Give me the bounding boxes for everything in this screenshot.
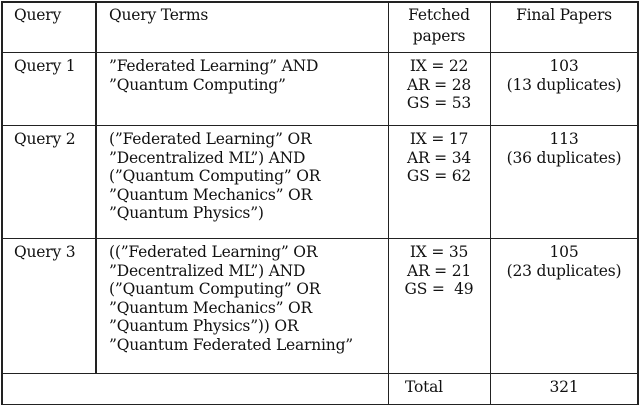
row-3-fetched	[389, 243, 489, 299]
fetched-gs: GS = 49	[404, 280, 474, 298]
fetched-gs: GS = 53	[406, 94, 472, 112]
header-query-terms: Query Terms	[109, 6, 209, 24]
row-1-final	[491, 57, 637, 94]
row-2-terms	[109, 130, 320, 223]
term-line: (”Quantum Computing” OR	[109, 280, 321, 298]
fetched-ix: IX = 22	[409, 57, 469, 75]
header-divider	[1, 52, 638, 54]
fetched-ar: AR = 34	[406, 148, 472, 167]
term-line: ”Federated Learning” AND	[109, 57, 319, 75]
row-2-final	[491, 130, 637, 167]
total-value: 321	[549, 378, 579, 396]
final-duplicates: (36 duplicates)	[506, 148, 622, 167]
term-line: ”Quantum Federated Learning”	[109, 335, 354, 354]
term-line: ”Decentralized ML”) AND	[109, 261, 306, 280]
row-1-terms	[109, 57, 318, 94]
col-divider	[95, 1, 97, 374]
term-line: ”Quantum Mechanics” OR	[109, 185, 313, 204]
final-count: 105	[549, 243, 579, 261]
row-1-fetched	[389, 57, 489, 113]
row-3-terms	[109, 243, 353, 354]
table-border-left	[1, 1, 3, 405]
term-line: ”Quantum Computing”	[109, 75, 286, 94]
term-line: ”Quantum Physics”)) OR	[109, 317, 299, 335]
fetched-ar: AR = 28	[406, 75, 472, 94]
header-fetched-line1: Fetched	[408, 6, 470, 24]
row-3-final	[491, 243, 637, 280]
fetched-gs: GS = 62	[406, 167, 472, 185]
row-divider	[1, 125, 638, 127]
fetched-ar: AR = 21	[406, 261, 472, 280]
final-duplicates: (13 duplicates)	[506, 75, 622, 94]
total-label: Total	[405, 378, 443, 396]
row-divider	[1, 373, 638, 375]
final-count: 113	[549, 130, 579, 148]
term-line: (”Quantum Computing” OR	[109, 167, 321, 185]
header-final-papers: Final Papers	[516, 6, 612, 24]
header-fetched-papers	[389, 6, 489, 45]
table-border-bottom	[1, 404, 638, 406]
term-line: ”Quantum Physics”)	[109, 204, 264, 222]
row-1-query: Query 1	[14, 57, 76, 75]
table-border-right	[637, 1, 639, 405]
table-border-top	[1, 1, 638, 3]
row-2-query: Query 2	[14, 130, 76, 148]
final-duplicates: (23 duplicates)	[506, 261, 622, 280]
header-fetched-line2: papers	[412, 26, 466, 45]
row-2-fetched	[389, 130, 489, 186]
term-line: ”Decentralized ML”) AND	[109, 148, 306, 167]
final-count: 103	[549, 57, 579, 75]
fetched-ix: IX = 35	[409, 243, 469, 261]
row-3-query: Query 3	[14, 243, 76, 261]
term-line: ((”Federated Learning” OR	[109, 243, 318, 261]
header-query: Query	[14, 6, 62, 24]
row-divider	[1, 238, 638, 240]
term-line: ”Quantum Mechanics” OR	[109, 298, 313, 317]
term-line: (”Federated Learning” OR	[109, 130, 312, 148]
fetched-ix: IX = 17	[409, 130, 469, 148]
